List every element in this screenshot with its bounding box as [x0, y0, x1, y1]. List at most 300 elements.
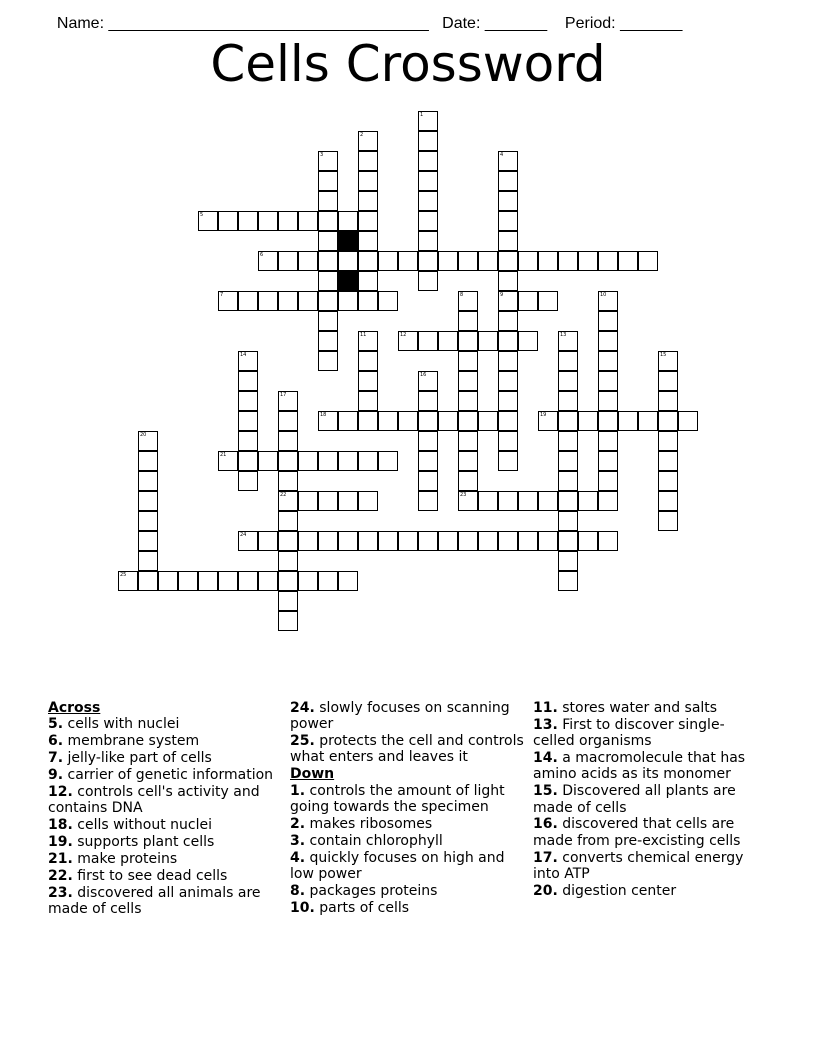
- clue-text: first to see dead cells: [72, 867, 228, 884]
- grid-cell[interactable]: [598, 471, 618, 491]
- grid-cell[interactable]: [238, 371, 258, 391]
- clue-number: 17: [280, 392, 287, 398]
- clue-number-label: 6.: [48, 733, 64, 750]
- grid-cell[interactable]: [418, 391, 438, 411]
- grid-cell[interactable]: [278, 511, 298, 531]
- grid-cell[interactable]: [498, 311, 518, 331]
- grid-cell[interactable]: [278, 291, 298, 311]
- grid-cell[interactable]: [238, 571, 258, 591]
- grid-cell[interactable]: [518, 331, 538, 351]
- grid-cell[interactable]: [618, 251, 638, 271]
- grid-cell[interactable]: [318, 451, 338, 471]
- grid-cell[interactable]: [538, 251, 558, 271]
- grid-cell[interactable]: [338, 531, 358, 551]
- grid-cell[interactable]: [238, 351, 258, 371]
- grid-cell[interactable]: [458, 371, 478, 391]
- grid-cell[interactable]: [278, 471, 298, 491]
- grid-cell[interactable]: [578, 411, 598, 431]
- clue-number: 4: [500, 152, 504, 158]
- grid-cell[interactable]: [518, 291, 538, 311]
- grid-cell[interactable]: [378, 451, 398, 471]
- grid-cell[interactable]: [478, 411, 498, 431]
- grid-cell[interactable]: [638, 251, 658, 271]
- grid-cell[interactable]: [458, 471, 478, 491]
- grid-cell[interactable]: [238, 291, 258, 311]
- clue-text: controls cell's activity and contains DNA: [48, 783, 260, 817]
- grid-cell[interactable]: [438, 531, 458, 551]
- clue-number: 14: [240, 352, 247, 358]
- grid-cell[interactable]: [358, 491, 378, 511]
- grid-cell[interactable]: [538, 531, 558, 551]
- grid-cell[interactable]: [438, 331, 458, 351]
- grid-cell[interactable]: [458, 451, 478, 471]
- grid-cell[interactable]: [318, 571, 338, 591]
- grid-cell[interactable]: [598, 311, 618, 331]
- grid-cell[interactable]: [318, 331, 338, 351]
- grid-cell[interactable]: [558, 471, 578, 491]
- clue-number-label: 23.: [48, 884, 73, 901]
- grid-cell[interactable]: [478, 251, 498, 271]
- clue-text: converts chemical energy into ATP: [533, 849, 744, 882]
- grid-cell[interactable]: [418, 251, 438, 271]
- grid-cell[interactable]: [278, 531, 298, 551]
- grid-cell[interactable]: [518, 491, 538, 511]
- grid-cell[interactable]: [418, 191, 438, 211]
- grid-cell[interactable]: [558, 431, 578, 451]
- clue-number-label: 5.: [48, 716, 64, 733]
- grid-cell[interactable]: [278, 211, 298, 231]
- grid-cell[interactable]: [398, 251, 418, 271]
- grid-cell[interactable]: [378, 291, 398, 311]
- grid-cell[interactable]: [418, 271, 438, 291]
- clue-number: 2: [360, 132, 364, 138]
- grid-cell[interactable]: [278, 551, 298, 571]
- clue: [290, 883, 526, 899]
- clue-number: 25: [120, 572, 127, 578]
- grid-cell[interactable]: [458, 331, 478, 351]
- clue-text: make proteins: [72, 850, 178, 867]
- grid-cell[interactable]: [418, 371, 438, 391]
- grid-cell[interactable]: [278, 411, 298, 431]
- grid-cell[interactable]: [178, 571, 198, 591]
- clue-number: 8: [460, 292, 464, 298]
- grid-cell[interactable]: [658, 431, 678, 451]
- clue-number: 3: [320, 152, 324, 158]
- grid-cell[interactable]: [318, 191, 338, 211]
- grid-cell[interactable]: [138, 571, 158, 591]
- grid-cell[interactable]: [478, 491, 498, 511]
- grid-cell[interactable]: [418, 171, 438, 191]
- grid-cell[interactable]: [558, 511, 578, 531]
- clue-number-label: 19.: [48, 833, 73, 850]
- grid-cell[interactable]: [558, 451, 578, 471]
- clue-number-label: 20.: [533, 882, 558, 899]
- clue-number: 10: [600, 292, 607, 298]
- grid-cell[interactable]: [498, 231, 518, 251]
- clue: [290, 733, 526, 766]
- grid-cell[interactable]: [658, 471, 678, 491]
- grid-cell[interactable]: [138, 511, 158, 531]
- grid-cell[interactable]: [418, 111, 438, 131]
- grid-cell[interactable]: [518, 251, 538, 271]
- grid-cell[interactable]: [218, 451, 238, 471]
- grid-cell[interactable]: [258, 531, 278, 551]
- grid-cell[interactable]: [458, 431, 478, 451]
- grid-cell[interactable]: [258, 451, 278, 471]
- grid-cell[interactable]: [418, 151, 438, 171]
- grid-cell[interactable]: [258, 211, 278, 231]
- grid-cell[interactable]: [558, 571, 578, 591]
- grid-cell[interactable]: [558, 531, 578, 551]
- grid-cell[interactable]: [518, 531, 538, 551]
- clue-text: discovered all animals are made of cells: [48, 884, 261, 917]
- grid-cell[interactable]: [598, 371, 618, 391]
- grid-cell[interactable]: [418, 411, 438, 431]
- grid-cell[interactable]: [658, 411, 678, 431]
- grid-cell[interactable]: [578, 251, 598, 271]
- clue-number-label: 8.: [290, 882, 306, 899]
- grid-cell[interactable]: [558, 491, 578, 511]
- clue-number: 9: [500, 292, 504, 298]
- grid-cell[interactable]: [658, 351, 678, 371]
- grid-cell[interactable]: [658, 451, 678, 471]
- grid-cell[interactable]: [238, 451, 258, 471]
- grid-cell[interactable]: [278, 571, 298, 591]
- grid-cell[interactable]: [258, 291, 278, 311]
- grid-cell[interactable]: [378, 251, 398, 271]
- grid-cell[interactable]: [318, 151, 338, 171]
- grid-cell[interactable]: [358, 391, 378, 411]
- grid-cell[interactable]: [418, 491, 438, 511]
- grid-cell[interactable]: [198, 211, 218, 231]
- grid-cell[interactable]: [458, 251, 478, 271]
- grid-cell[interactable]: [598, 411, 618, 431]
- grid-cell[interactable]: [358, 411, 378, 431]
- clue-number: 21: [220, 452, 227, 458]
- name-field[interactable]: Name: ____________________________________: [56, 15, 429, 32]
- grid-cell[interactable]: [378, 411, 398, 431]
- grid-cell[interactable]: [498, 351, 518, 371]
- grid-cell[interactable]: [318, 171, 338, 191]
- grid-cell[interactable]: [358, 351, 378, 371]
- grid-cell[interactable]: [298, 211, 318, 231]
- clue-number-label: 18.: [48, 817, 73, 834]
- grid-cell[interactable]: [418, 471, 438, 491]
- grid-cell[interactable]: [498, 331, 518, 351]
- grid-cell[interactable]: [498, 451, 518, 471]
- clue: [290, 816, 526, 832]
- clue-number: 18: [320, 412, 327, 418]
- grid-cell[interactable]: [318, 491, 338, 511]
- grid-cell[interactable]: [598, 291, 618, 311]
- grid-cell[interactable]: [618, 411, 638, 431]
- grid-cell[interactable]: [478, 331, 498, 351]
- grid-cell[interactable]: [458, 351, 478, 371]
- grid-cell[interactable]: [498, 411, 518, 431]
- grid-cell[interactable]: [398, 331, 418, 351]
- clue-number: 23: [460, 492, 467, 498]
- grid-cell[interactable]: [598, 351, 618, 371]
- grid-cell[interactable]: [138, 431, 158, 451]
- grid-cell[interactable]: [358, 291, 378, 311]
- grid-cell[interactable]: [138, 471, 158, 491]
- grid-cell[interactable]: [498, 211, 518, 231]
- grid-cell[interactable]: [458, 311, 478, 331]
- clue-number-label: 11.: [533, 700, 558, 716]
- grid-cell[interactable]: [278, 451, 298, 471]
- grid-cell[interactable]: [598, 331, 618, 351]
- grid-cell[interactable]: [498, 531, 518, 551]
- clue-number-label: 13.: [533, 716, 558, 733]
- grid-cell[interactable]: [498, 191, 518, 211]
- grid-cell[interactable]: [218, 211, 238, 231]
- clue-number-label: 3.: [290, 832, 306, 849]
- clue-number-label: 14.: [533, 750, 558, 767]
- grid-cell[interactable]: [418, 451, 438, 471]
- grid-cell[interactable]: [598, 251, 618, 271]
- clue-text: First to discover single-celled organisms: [533, 716, 725, 750]
- grid-cell[interactable]: [498, 371, 518, 391]
- clue-number-label: 21.: [48, 850, 73, 867]
- grid-cell[interactable]: [378, 531, 398, 551]
- grid-cell[interactable]: [278, 611, 298, 631]
- clue-number: 7: [220, 292, 224, 298]
- clue-number-label: 12.: [48, 783, 73, 800]
- grid-cell[interactable]: [598, 391, 618, 411]
- grid-cell[interactable]: [638, 411, 658, 431]
- grid-cell[interactable]: [438, 411, 458, 431]
- clue-text: discovered that cells are made from pre-excisting cells: [533, 816, 741, 849]
- clue-number: 24: [240, 532, 247, 538]
- grid-cell[interactable]: [338, 411, 358, 431]
- grid-cell[interactable]: [418, 131, 438, 151]
- clue: [533, 717, 763, 750]
- clue: [290, 783, 526, 816]
- clue-number-label: 2.: [290, 815, 306, 832]
- clue-number: 16: [420, 372, 427, 378]
- grid-cell[interactable]: [498, 171, 518, 191]
- clue-number-label: 17.: [533, 849, 558, 866]
- grid-cell[interactable]: [358, 531, 378, 551]
- grid-cell[interactable]: [278, 491, 298, 511]
- grid-cell[interactable]: [398, 411, 418, 431]
- grid-cell[interactable]: [318, 311, 338, 331]
- grid-cell[interactable]: [658, 371, 678, 391]
- grid-cell[interactable]: [358, 271, 378, 291]
- grid-cell[interactable]: [358, 451, 378, 471]
- clue-text: digestion center: [557, 882, 677, 899]
- grid-cell[interactable]: [558, 251, 578, 271]
- clue-column-1: [48, 700, 278, 918]
- clue-section-heading: Across: [48, 700, 101, 716]
- grid-cell[interactable]: [238, 411, 258, 431]
- clue-text: cells with nuclei: [63, 716, 180, 733]
- grid-cell[interactable]: [358, 151, 378, 171]
- period-field[interactable]: Period: _______: [564, 15, 683, 32]
- grid-cell[interactable]: [418, 431, 438, 451]
- grid-cell[interactable]: [218, 571, 238, 591]
- grid-cell[interactable]: [338, 571, 358, 591]
- clue: [48, 784, 278, 817]
- grid-cell[interactable]: [358, 211, 378, 231]
- grid-cell[interactable]: [358, 231, 378, 251]
- grid-cell[interactable]: [298, 571, 318, 591]
- grid-cell[interactable]: [318, 411, 338, 431]
- clue-number: 13: [560, 332, 567, 338]
- grid-cell[interactable]: [438, 251, 458, 271]
- grid-cell[interactable]: [258, 251, 278, 271]
- clue: [48, 817, 278, 833]
- grid-cell[interactable]: [358, 171, 378, 191]
- grid-cell[interactable]: [598, 431, 618, 451]
- grid-cell[interactable]: [278, 431, 298, 451]
- clue-column-3: [533, 700, 763, 900]
- grid-cell[interactable]: [318, 531, 338, 551]
- grid-cell[interactable]: [658, 391, 678, 411]
- clue-text: supports plant cells: [72, 833, 215, 850]
- clue-number-label: 4.: [290, 849, 306, 866]
- grid-cell[interactable]: [358, 371, 378, 391]
- grid-cell[interactable]: [198, 571, 218, 591]
- grid-cell[interactable]: [318, 231, 338, 251]
- clue-number-label: 7.: [48, 750, 64, 767]
- grid-cell[interactable]: [478, 531, 498, 551]
- grid-cell[interactable]: [498, 391, 518, 411]
- grid-cell[interactable]: [458, 491, 478, 511]
- grid-cell[interactable]: [238, 431, 258, 451]
- grid-cell[interactable]: [418, 531, 438, 551]
- grid-cell[interactable]: [318, 271, 338, 291]
- clue-text: membrane system: [63, 733, 200, 750]
- clue: [533, 750, 763, 783]
- black-square: [338, 231, 358, 251]
- grid-cell[interactable]: [238, 471, 258, 491]
- clue: [290, 833, 526, 849]
- clue-number-label: 22.: [48, 867, 73, 884]
- grid-cell[interactable]: [238, 391, 258, 411]
- grid-cell[interactable]: [458, 291, 478, 311]
- grid-cell[interactable]: [338, 211, 358, 231]
- grid-cell[interactable]: [138, 551, 158, 571]
- grid-cell[interactable]: [598, 531, 618, 551]
- grid-cell[interactable]: [358, 331, 378, 351]
- clue-number: 15: [660, 352, 667, 358]
- clue: [48, 868, 278, 884]
- grid-cell[interactable]: [558, 391, 578, 411]
- grid-cell[interactable]: [318, 351, 338, 371]
- grid-cell[interactable]: [558, 551, 578, 571]
- grid-cell[interactable]: [498, 151, 518, 171]
- grid-cell[interactable]: [658, 491, 678, 511]
- grid-cell[interactable]: [398, 531, 418, 551]
- grid-cell[interactable]: [678, 411, 698, 431]
- clue: [533, 816, 763, 849]
- clue: [533, 700, 763, 716]
- clue: [533, 850, 763, 883]
- grid-cell[interactable]: [558, 351, 578, 371]
- grid-cell[interactable]: [358, 191, 378, 211]
- grid-cell[interactable]: [278, 391, 298, 411]
- grid-cell[interactable]: [498, 431, 518, 451]
- grid-cell[interactable]: [298, 291, 318, 311]
- grid-cell[interactable]: [238, 531, 258, 551]
- grid-cell[interactable]: [298, 531, 318, 551]
- grid-cell[interactable]: [658, 511, 678, 531]
- grid-cell[interactable]: [498, 251, 518, 271]
- grid-cell[interactable]: [498, 271, 518, 291]
- clue-text: parts of cells: [314, 899, 410, 916]
- grid-cell[interactable]: [598, 491, 618, 511]
- clue-text: packages proteins: [305, 882, 438, 899]
- grid-cell[interactable]: [298, 251, 318, 271]
- grid-cell[interactable]: [238, 211, 258, 231]
- grid-cell[interactable]: [418, 211, 438, 231]
- grid-cell[interactable]: [298, 451, 318, 471]
- grid-cell[interactable]: [318, 211, 338, 231]
- grid-cell[interactable]: [458, 391, 478, 411]
- grid-cell[interactable]: [138, 531, 158, 551]
- grid-cell[interactable]: [318, 251, 338, 271]
- grid-cell[interactable]: [598, 451, 618, 471]
- grid-cell[interactable]: [418, 331, 438, 351]
- clue-number-label: 1.: [290, 782, 306, 799]
- grid-cell[interactable]: [418, 231, 438, 251]
- clue-text: protects the cell and controls what enters and leaves it: [290, 733, 524, 766]
- grid-cell[interactable]: [338, 251, 358, 271]
- grid-cell[interactable]: [558, 371, 578, 391]
- grid-cell[interactable]: [358, 251, 378, 271]
- grid-cell[interactable]: [278, 251, 298, 271]
- clue-text: slowly focuses on scanning power: [290, 700, 510, 733]
- clue: [290, 900, 526, 916]
- date-field[interactable]: Date: _______: [442, 15, 548, 32]
- clue-text: makes ribosomes: [305, 815, 433, 832]
- grid-cell[interactable]: [258, 571, 278, 591]
- grid-cell[interactable]: [578, 491, 598, 511]
- grid-cell[interactable]: [338, 451, 358, 471]
- grid-cell[interactable]: [578, 531, 598, 551]
- grid-cell[interactable]: [298, 491, 318, 511]
- grid-cell[interactable]: [538, 491, 558, 511]
- grid-cell[interactable]: [318, 291, 338, 311]
- grid-cell[interactable]: [138, 491, 158, 511]
- grid-cell[interactable]: [498, 491, 518, 511]
- clue-number: 12: [400, 332, 407, 338]
- grid-cell[interactable]: [158, 571, 178, 591]
- grid-cell[interactable]: [498, 291, 518, 311]
- clue-number: 6: [260, 252, 264, 258]
- grid-cell[interactable]: [218, 291, 238, 311]
- grid-cell[interactable]: [458, 411, 478, 431]
- grid-cell[interactable]: [338, 491, 358, 511]
- clue: [533, 883, 763, 899]
- clue-text: jelly-like part of cells: [63, 750, 212, 767]
- grid-cell[interactable]: [458, 531, 478, 551]
- grid-cell[interactable]: [278, 591, 298, 611]
- clue-number: 1: [420, 112, 424, 118]
- grid-cell[interactable]: [338, 291, 358, 311]
- grid-cell[interactable]: [358, 131, 378, 151]
- grid-cell[interactable]: [558, 331, 578, 351]
- grid-cell[interactable]: [138, 451, 158, 471]
- grid-cell[interactable]: [118, 571, 138, 591]
- clue-text: quickly focuses on high and low power: [290, 849, 505, 882]
- clue-number-label: 25.: [290, 733, 315, 750]
- grid-cell[interactable]: [538, 291, 558, 311]
- grid-cell[interactable]: [558, 411, 578, 431]
- grid-cell[interactable]: [538, 411, 558, 431]
- clue: [290, 700, 526, 733]
